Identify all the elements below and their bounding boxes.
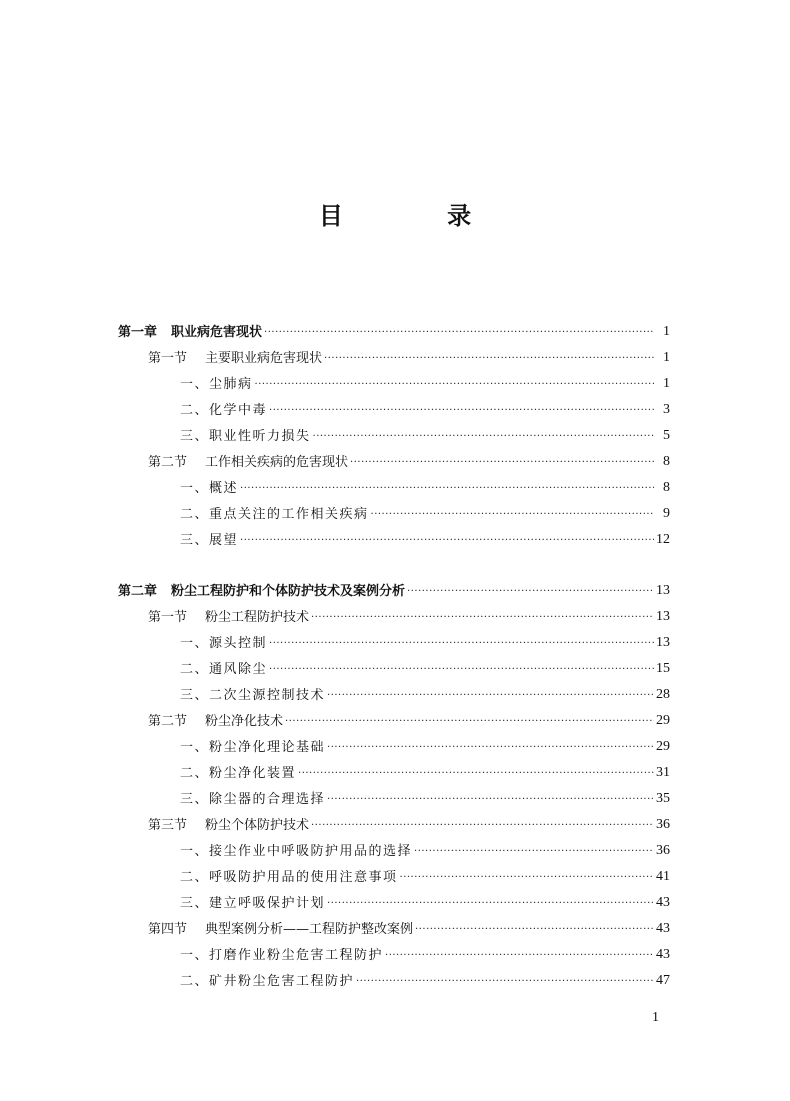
toc-leader-dots	[311, 611, 654, 625]
toc-leader-dots	[264, 326, 654, 340]
toc-entry-title: 粉尘净化技术	[205, 714, 284, 729]
toc-entry-prefix: 第二章	[118, 584, 158, 599]
toc-entry-page: 1	[663, 350, 670, 365]
toc-entry-prefix: 第一节	[148, 351, 188, 366]
toc-entry-title: 三、职业性听力损失	[180, 429, 311, 444]
toc-entry-title: 二、矿井粉尘危害工程防护	[180, 974, 355, 989]
toc-entry-item	[180, 941, 670, 963]
toc-entry-item	[180, 681, 670, 703]
toc-entry-item	[180, 370, 670, 392]
toc-entry-title: 粉尘工程防护技术	[205, 610, 310, 625]
toc-leader-dots	[285, 715, 654, 729]
toc-entry-label	[180, 970, 354, 989]
toc-entry-section	[148, 811, 670, 833]
toc-entry-label	[148, 710, 283, 729]
toc-entry-label	[180, 788, 325, 807]
toc-entry-page: 13	[656, 609, 670, 624]
toc-entry-prefix: 第一章	[118, 325, 158, 340]
toc-leader-dots	[327, 897, 654, 911]
toc-entry-label	[180, 632, 267, 651]
toc-leader-dots	[298, 767, 654, 781]
toc-leader-dots	[371, 508, 654, 522]
toc-entry-page: 1	[663, 376, 670, 391]
toc-entry-label	[180, 684, 325, 703]
toc-entry-label	[180, 477, 238, 496]
toc-leader-dots	[327, 689, 654, 703]
toc-entry-page: 31	[656, 765, 670, 780]
toc-entry-title: 二、通风除尘	[180, 662, 268, 677]
toc-entry-label	[180, 866, 398, 885]
toc-entry-label	[180, 658, 267, 677]
toc-entry-item	[180, 837, 670, 859]
toc-entry-page: 36	[656, 817, 670, 832]
toc-leader-dots	[327, 741, 654, 755]
toc-entry-title: 一、源头控制	[180, 636, 268, 651]
toc-entry-title: 一、打磨作业粉尘危害工程防护	[180, 948, 384, 963]
toc-entry-page: 29	[656, 739, 670, 754]
toc-entry-label	[180, 944, 383, 963]
toc-entry-item	[180, 526, 670, 548]
toc-entry-page: 35	[656, 791, 670, 806]
toc-entry-section	[148, 915, 670, 937]
toc-leader-dots	[407, 585, 654, 599]
toc-leader-dots	[255, 378, 654, 392]
toc-entry-page: 47	[656, 973, 670, 988]
toc-entry-item	[180, 474, 670, 496]
toc-leader-dots	[385, 949, 654, 963]
toc-entry-title: 一、尘肺病	[180, 377, 253, 392]
toc-entry-title: 二、粉尘净化装置	[180, 766, 297, 781]
toc-entry-label	[180, 736, 325, 755]
toc-entry-title: 三、除尘器的合理选择	[180, 792, 326, 807]
toc-entry-label	[118, 580, 405, 599]
toc-entry-label	[180, 529, 238, 548]
toc-entry-label	[180, 399, 267, 418]
toc-entry-page: 13	[656, 635, 670, 650]
toc-entry-label	[180, 762, 296, 781]
toc-entry-page: 43	[656, 947, 670, 962]
toc-entry-label	[180, 892, 325, 911]
toc-entry-prefix: 第一节	[148, 610, 188, 625]
toc-entry-item	[180, 500, 670, 522]
toc-leader-dots	[327, 793, 654, 807]
toc-entry-page: 13	[656, 583, 670, 598]
toc-entry-item	[180, 655, 670, 677]
toc-entry-title: 粉尘工程防护和个体防护技术及案例分析	[171, 584, 406, 599]
toc-leader-dots	[240, 482, 654, 496]
toc-entry-item	[180, 396, 670, 418]
toc-entry-page: 43	[656, 921, 670, 936]
toc-entry-item	[180, 733, 670, 755]
toc-entry-title: 三、展望	[180, 533, 239, 548]
toc-leader-dots	[240, 534, 654, 548]
toc-entry-title: 三、建立呼吸保护计划	[180, 896, 326, 911]
toc-entry-page: 8	[663, 454, 670, 469]
toc-entry-item	[180, 629, 670, 651]
page-number: 1	[652, 1010, 659, 1025]
toc-entry-item	[180, 967, 670, 989]
toc-entry-item	[180, 422, 670, 444]
toc-entry-page: 8	[663, 480, 670, 495]
toc-entry-title: 职业病危害现状	[171, 325, 263, 340]
toc-entry-label	[148, 814, 309, 833]
toc-entry-chapter	[118, 318, 670, 340]
toc-entry-label	[180, 425, 311, 444]
toc-entry-page: 5	[663, 428, 670, 443]
toc-entry-title: 一、接尘作业中呼吸防护用品的选择	[180, 844, 413, 859]
toc-leader-dots	[311, 819, 654, 833]
toc-entry-page: 15	[656, 661, 670, 676]
toc-entry-label	[118, 321, 262, 340]
toc-leader-dots	[269, 663, 654, 677]
toc-entry-chapter	[118, 577, 670, 599]
toc-leader-dots	[313, 430, 654, 444]
toc-leader-dots	[269, 637, 654, 651]
toc-leader-dots	[415, 923, 654, 937]
toc-entry-item	[180, 863, 670, 885]
toc-entry-prefix: 第三节	[148, 818, 188, 833]
toc-entry-page: 29	[656, 713, 670, 728]
toc-entry-page: 12	[656, 532, 670, 547]
toc-entry-label	[180, 503, 369, 522]
toc-leader-dots	[356, 975, 654, 989]
toc-entry-page: 1	[663, 324, 670, 339]
toc-entry-label	[148, 347, 322, 366]
toc-entry-label	[180, 373, 253, 392]
toc-entry-title: 二、呼吸防护用品的使用注意事项	[180, 870, 398, 885]
toc-entry-title: 典型案例分析——工程防护整改案例	[205, 922, 414, 937]
page-title: 目 录	[318, 202, 520, 230]
toc-entry-label	[148, 606, 309, 625]
toc-entry-page: 28	[656, 687, 670, 702]
toc-entry-section	[148, 707, 670, 729]
toc-entry-page: 36	[656, 843, 670, 858]
toc-entry-title: 二、化学中毒	[180, 403, 268, 418]
toc-leader-dots	[269, 404, 654, 418]
toc-entry-page: 3	[663, 402, 670, 417]
toc-entry-item	[180, 785, 670, 807]
toc-entry-item	[180, 759, 670, 781]
toc-entry-title: 一、概述	[180, 481, 239, 496]
toc-entry-label	[148, 451, 348, 470]
toc-entry-prefix: 第二节	[148, 714, 188, 729]
toc-entry-label	[148, 918, 413, 937]
toc-entry-title: 工作相关疾病的危害现状	[205, 455, 349, 470]
toc-entry-title: 三、二次尘源控制技术	[180, 688, 326, 703]
toc-leader-dots	[414, 845, 654, 859]
toc-entry-page: 43	[656, 895, 670, 910]
toc-entry-title: 一、粉尘净化理论基础	[180, 740, 326, 755]
toc-leader-dots	[400, 871, 654, 885]
toc-entry-section	[148, 603, 670, 625]
toc-entry-title: 主要职业病危害现状	[205, 351, 323, 366]
toc-entry-prefix: 第四节	[148, 922, 188, 937]
toc-entry-prefix: 第二节	[148, 455, 188, 470]
toc-entry-section	[148, 344, 670, 366]
toc-entry-title: 粉尘个体防护技术	[205, 818, 310, 833]
toc-entry-title: 二、重点关注的工作相关疾病	[180, 507, 369, 522]
toc-entry-item	[180, 889, 670, 911]
toc-entry-label	[180, 840, 412, 859]
toc-leader-dots	[350, 456, 654, 470]
toc-leader-dots	[324, 352, 654, 366]
toc-entry-page: 9	[663, 506, 670, 521]
toc-entry-section	[148, 448, 670, 470]
toc-entry-page: 41	[656, 869, 670, 884]
